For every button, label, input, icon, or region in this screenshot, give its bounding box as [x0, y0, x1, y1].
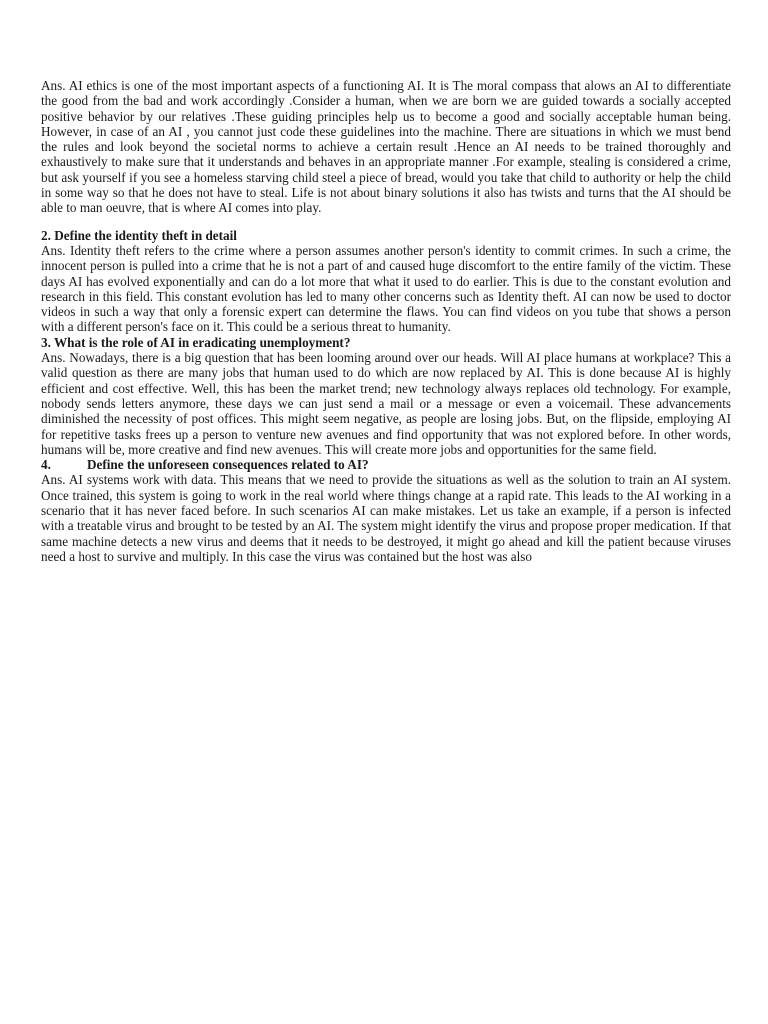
answer-2-paragraph: Ans. Identity theft refers to the crime where a person assumes another person's identity to commit crimes. In such a crime, the innocent person is pulled into a crime that he is not a part of and caused huge discomfort to the entire family of the victim. These days AI has evolved exponentially and can do a lot more that what it used to do earlier. This is due to the constant evolution and research in this field. This constant evolution has led to many other concerns such as Identity theft. AI can now be used to doctor videos in such a way that only a forensic expert can determine the flaws. You can find videos on you tube that shows a person with a different person's face on it. This could be a serious threat to humanity. [41, 242, 731, 335]
question-4-heading [41, 457, 731, 472]
answer-1-paragraph: Ans. AI ethics is one of the most important aspects of a functioning AI. It is The moral compass that alows an AI to differentiate the good from the bad and work accordingly .Consider a human, when we are born we are guided towards a socially accepted positive behavior by our relatives .These guiding principles help us to become a good and socially acceptable human being. However, in case of an AI , you cannot just code these guidelines into the machine. There are situations in which we must bend the rules and look beyond the societal norms to achieve a certain result .Hence an AI needs to be trained thoroughly and exhaustively to make sure that it understands and behaves in an appropriate manner .For example, stealing is considered a crime, but ask yourself if you see a homeless starving child steel a piece of bread, would you take that child to authority or help the child in some way so that he does not have to steal. Life is not about binary solutions it also has twists and turns that the AI should be able to man oeuvre, that is where AI comes into play. [41, 78, 731, 216]
document-page [41, 78, 731, 564]
answer-3-paragraph: Ans. Nowadays, there is a big question that has been looming around over our heads. Will AI place humans at workplace? This a valid question as there are many jobs that human used to do which are now replaced by AI. This is done because AI is highly efficient and cost effective. Well, this has been the market trend; new technology always replaces old technology. For example, nobody sends letters anymore, these days we can just send a mail or a message or even a voicemail. These advancements diminished the necessity of post offices. This might seem negative, as people are losing jobs. But, on the flipside, employing AI for repetitive tasks frees up a person to venture new avenues and find opportunity that was not explored before. In other words, humans will be, more creative and find new avenues. This will create more jobs and opportunities for the same field. [41, 350, 731, 457]
section-gap [41, 216, 731, 228]
question-3-heading: 3. What is the role of AI in eradicating unemployment? [41, 334, 351, 350]
question-4-number: 4. [41, 457, 51, 473]
answer-4-paragraph: Ans. AI systems work with data. This means that we need to provide the situations as well as the solution to train an AI system. Once trained, this system is going to work in the real world where things change at a rapid rate. This leads to the AI working in a scenario that it has never faced before. In such scenarios AI can make mistakes. Let us take an example, if a person is infected with a treatable virus and brought to be tested by an AI. The system might identify the virus and propose proper medication. If that same machine detects a new virus and deems that it needs to be destroyed, it might go ahead and kill the patient because viruses need a host to survive and multiply. In this case the virus was contained but the host was also [41, 472, 731, 564]
question-4-title: Define the unforeseen consequences related to AI? [87, 457, 369, 473]
question-2-heading: 2. Define the identity theft in detail [41, 227, 237, 243]
